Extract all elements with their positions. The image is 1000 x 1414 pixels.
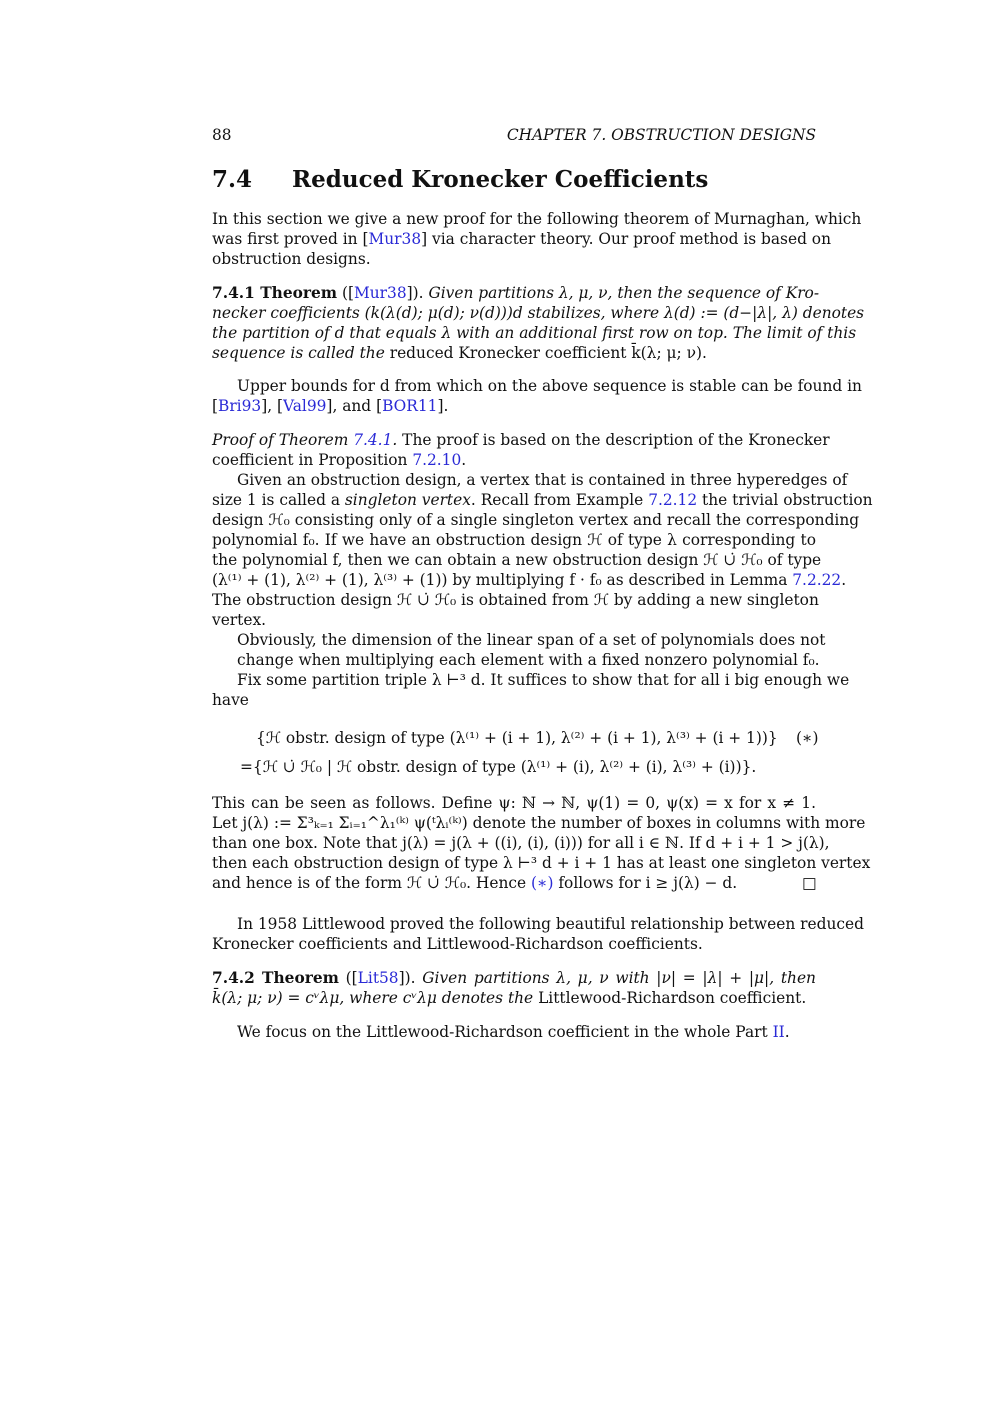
text-line: the partition of d that equals λ with an additional first row on top. The limit of this [212, 324, 857, 342]
text-line: The obstruction design ℋ ∪̇ ℋ₀ is obtained from ℋ by adding a new singleton [212, 591, 819, 609]
text-line: was first proved in [Mur38] via character theory. Our proof method is based on [212, 230, 831, 248]
text-line: size 1 is called a singleton vertex. Recall from Example 7.2.12 the trivial obstruction [212, 491, 873, 509]
text-line: necker coefficients (k(λ(d); μ(d); ν(d)))d stabilizes, where λ(d) := (d−|λ|, λ) denotes [212, 304, 865, 322]
text-line: obstruction designs. [212, 250, 371, 268]
text-line: [Bri93], [Val99], and [BOR11]. [212, 397, 449, 415]
text-line: Upper bounds for d from which on the above sequence is stable can be found in [237, 377, 862, 395]
text-line: polynomial f₀. If we have an obstruction design ℋ of type λ corresponding to [212, 531, 816, 549]
text-line: change when multiplying each element with a fixed nonzero polynomial f₀. [237, 651, 820, 669]
section-title: Reduced Kronecker Coefficients [292, 166, 709, 193]
text-line: Proof of Theorem 7.4.1. The proof is based on the description of the Kronecker [212, 431, 830, 449]
text-line: Given an obstruction design, a vertex that is contained in three hyperedges of [237, 471, 848, 489]
text-line: This can be seen as follows. Define ψ: ℕ → ℕ, ψ(1) = 0, ψ(x) = x for x ≠ 1. [212, 794, 816, 812]
equation-link-star[interactable]: (∗) [530, 874, 554, 892]
equation-line-1: {ℋ obstr. design of type (λ⁽¹⁾ + (i + 1), λ⁽²⁾ + (i + 1), λ⁽³⁾ + (i + 1))} [256, 729, 778, 747]
text-line: We focus on the Littlewood-Richardson coefficient in the whole Part II. [237, 1023, 790, 1041]
citation-link-lit58[interactable]: Lit58 [357, 969, 399, 987]
equation-line-2: ={ℋ ∪̇ ℋ₀ | ℋ obstr. design of type (λ⁽¹⁾ + (i), λ⁽²⁾ + (i), λ⁽³⁾ + (i))}. [240, 758, 757, 776]
citation-link-bor11[interactable]: BOR11 [382, 397, 438, 415]
qed-symbol: □ [802, 874, 817, 892]
theorem-link-7-4-1[interactable]: 7.4.1 [353, 431, 393, 449]
bounds-paragraph [212, 376, 862, 416]
theorem-label: 7.4.1 Theorem [212, 284, 338, 302]
example-link-7-2-12[interactable]: 7.2.12 [648, 491, 698, 509]
intro-paragraph [212, 209, 862, 269]
text-line: design ℋ₀ consisting only of a single singleton vertex and recall the corresponding [212, 511, 860, 529]
text-line: Kronecker coefficients and Littlewood-Richardson coefficients. [212, 935, 703, 953]
citation-link-val99[interactable]: Val99 [283, 397, 327, 415]
text-line: vertex. [212, 611, 267, 629]
lemma-link-7-2-22[interactable]: 7.2.22 [792, 571, 842, 589]
proof-continuation [212, 793, 871, 893]
text-line: Let j(λ) := Σ³ₖ₌₁ Σᵢ₌₁^λ₁⁽ᵏ⁾ ψ(ᵗλᵢ⁽ᵏ⁾) denote the number of boxes in columns with more [212, 814, 866, 832]
theorem-label: 7.4.2 Theorem [212, 969, 339, 987]
citation-link-mur38[interactable]: Mur38 [354, 284, 407, 302]
running-header: CHAPTER 7. OBSTRUCTION DESIGNS [506, 126, 816, 144]
section-heading [212, 166, 708, 194]
text-line: 7.4.1 Theorem ([Mur38]). Given partitions λ, μ, ν, then the sequence of Kro- [212, 284, 820, 302]
theorem-7-4-1 [212, 283, 865, 363]
text-line: and hence is of the form ℋ ∪̇ ℋ₀. Hence (∗) follows for i ≥ j(λ) − d. [212, 874, 738, 892]
text-line: k̄(λ; μ; ν) = cᵛλμ, where cᵛλμ denotes the Littlewood-Richardson coefficient. [212, 989, 807, 1007]
text-line: Obviously, the dimension of the linear span of a set of polynomials does not [237, 631, 826, 649]
text-line: In 1958 Littlewood proved the following beautiful relationship between reduced [237, 915, 864, 933]
text-line: 7.4.2 Theorem ([Lit58]). Given partitions λ, μ, ν with |ν| = |λ| + |μ|, then [212, 969, 816, 987]
citation-link-bri93[interactable]: Bri93 [218, 397, 262, 415]
text-line: sequence is called the reduced Kronecker coefficient k̄(λ; μ; ν). [212, 344, 707, 362]
littlewood-paragraph [212, 914, 864, 954]
text-line: than one box. Note that j(λ) = j(λ + ((i), (i), (i))) for all i ∈ ℕ. If d + i + 1 > j(λ), [212, 834, 830, 852]
citation-link-mur38[interactable]: Mur38 [368, 230, 422, 248]
theorem-7-4-2 [212, 968, 816, 1008]
text-line: In this section we give a new proof for the following theorem of Murnaghan, which [212, 210, 862, 228]
equation-tag: (∗) [796, 729, 819, 747]
text-line: have [212, 691, 249, 709]
text-line: (λ⁽¹⁾ + (1), λ⁽²⁾ + (1), λ⁽³⁾ + (1)) by multiplying f · f₀ as described in Lemma 7.2.22. [212, 571, 847, 589]
page-number: 88 [212, 126, 232, 144]
text-line: the polynomial f, then we can obtain a new obstruction design ℋ ∪̇ ℋ₀ of type [212, 551, 822, 569]
proof-paragraph [212, 430, 873, 710]
text-line: Fix some partition triple λ ⊢³ d. It suffices to show that for all i big enough we [237, 671, 850, 689]
final-paragraph [212, 1022, 816, 1042]
text-line: then each obstruction design of type λ ⊢³ d + i + 1 has at least one singleton vertex [212, 854, 871, 872]
proposition-link-7-2-10[interactable]: 7.2.10 [412, 451, 462, 469]
section-number: 7.4 [212, 166, 253, 193]
part-link-ii[interactable]: II [772, 1023, 785, 1041]
text-line: coefficient in Proposition 7.2.10. [212, 451, 467, 469]
